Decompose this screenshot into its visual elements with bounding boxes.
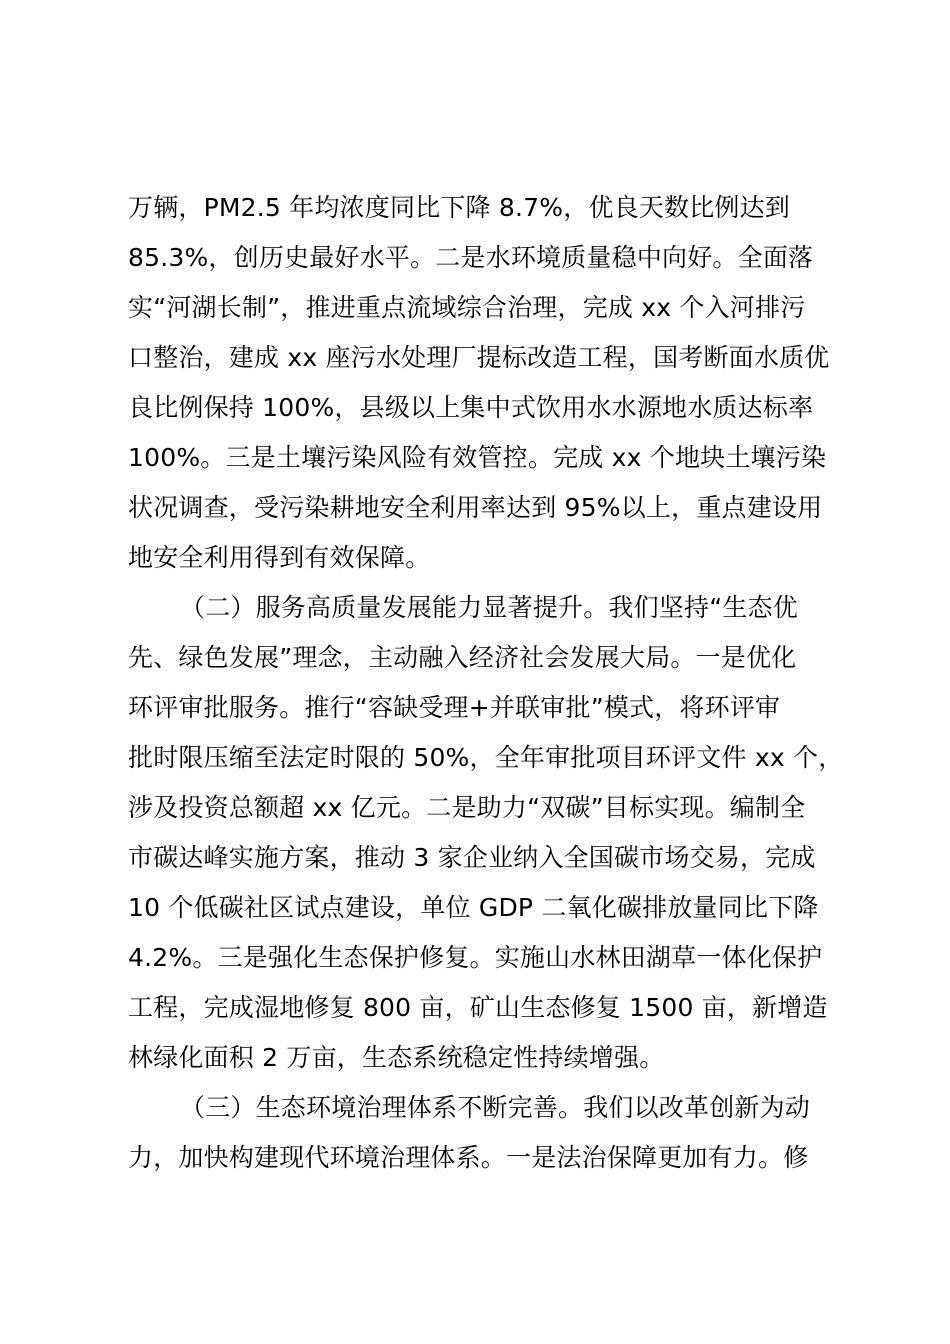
- text-line: 林绿化面积 2 万亩，生态系统稳定性持续增强。: [128, 1043, 665, 1072]
- text-line: 市碳达峰实施方案，推动 3 家企业纳入全国碳市场交易，完成: [128, 843, 816, 872]
- body-text: [128, 183, 848, 1183]
- text-line: 力，加快构建现代环境治理体系。一是法治保障更加有力。修: [128, 1143, 809, 1172]
- text-line: 85.3%，创历史最好水平。二是水环境质量稳中向好。全面落: [128, 243, 814, 272]
- text-line: 先、绿色发展”理念，主动融入经济社会发展大局。一是优化: [128, 643, 797, 672]
- text-line: 万辆，PM2.5 年均浓度同比下降 8.7%，优良天数比例达到: [128, 193, 791, 222]
- text-line: 4.2%。三是强化生态保护修复。实施山水林田湖草一体化保护: [128, 943, 823, 972]
- text-line: 良比例保持 100%，县级以上集中式饮用水水源地水质达标率: [128, 393, 814, 422]
- section-heading-line: （三）生态环境治理体系不断完善。我们以改革创新为动: [180, 1093, 811, 1122]
- text-line: 环评审批服务。推行“容缺受理+并联审批”模式，将环评审: [128, 693, 781, 722]
- text-line: 实“河湖长制”，推进重点流域综合治理，完成 xx 个入河排污: [128, 293, 806, 322]
- text-line: 涉及投资总额超 xx 亿元。二是助力“双碳”目标实现。编制全: [128, 793, 806, 822]
- text-line: 100%。三是土壤污染风险有效管控。完成 xx 个地块土壤污染: [128, 443, 827, 472]
- text-line: 地安全利用得到有效保障。: [128, 543, 431, 572]
- text-line: 批时限压缩至法定时限的 50%，全年审批项目环评文件 xx 个，: [128, 743, 844, 772]
- text-line: 工程，完成湿地修复 800 亩，矿山生态修复 1500 亩，新增造: [128, 993, 828, 1022]
- text-line: 状况调查，受污染耕地安全利用率达到 95%以上，重点建设用: [128, 493, 823, 522]
- section-heading-line: （二）服务高质量发展能力显著提升。我们坚持“生态优: [180, 593, 798, 622]
- text-line: 口整治，建成 xx 座污水处理厂提标改造工程，国考断面水质优: [128, 343, 830, 372]
- text-line: 10 个低碳社区试点建设，单位 GDP 二氧化碳排放量同比下降: [128, 893, 819, 922]
